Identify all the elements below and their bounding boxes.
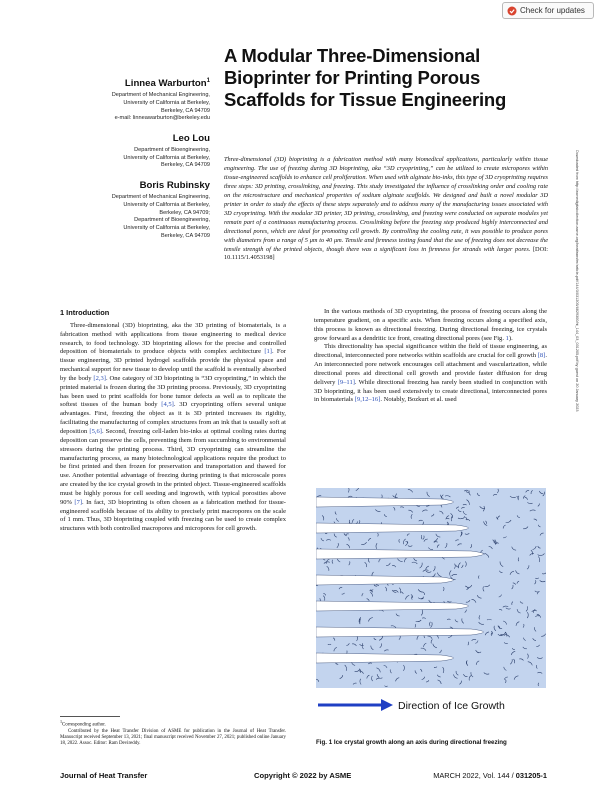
section-heading: 1 Introduction: [60, 308, 110, 317]
citation-link[interactable]: [8]: [537, 352, 546, 360]
text-run: . In fact, 3D bioprinting is often chosen as a fabrication method for tissue-engineered scaffolds because of its ability to precisely print macropores on the scale of 1 mm. Thus, 3D bioprinting coupled with freezing can be used to create complex structures with both controlled macropores and micropores for cell growth.: [60, 498, 286, 533]
author-affiliation: University of California at Berkeley,: [123, 224, 210, 231]
author-name: Boris Rubinsky: [139, 180, 210, 192]
text-run: . An interconnected pore network encourages cell attachment and vascularization, while directional pores aid directional cell growth and provide faster diffusion for drug delivery: [314, 352, 547, 386]
citation-link[interactable]: [9–11]: [337, 378, 355, 386]
journal-name: Journal of Heat Transfer: [60, 771, 148, 780]
figure-ice-growth: [316, 488, 546, 730]
citation-link[interactable]: [5,6]: [89, 427, 102, 435]
author-affiliation: University of California at Berkeley,: [123, 99, 210, 106]
footnote: [60, 719, 286, 747]
author-email[interactable]: e-mail: linneawarburton@berkeley.edu: [114, 115, 210, 122]
text-run: . For tissue engineering, 3D printed hydrogel scaffolds provide the physical space and mechanical support for new tissue to develop until the scaffold is eventually absorbed by the body: [60, 348, 286, 382]
author-affiliation: Department of Mechanical Engineering,: [111, 194, 210, 201]
text-run: . 3D cryoprinting offers several unique advantages. First, freezing the object as it is 3D printed increases its rigidity, facilitating the manufacturing of complex structures from an ink that is usually soft at deposition: [60, 401, 286, 435]
ice-crystal-illustration: [316, 488, 546, 718]
citation-link[interactable]: [7]: [74, 498, 83, 506]
check-for-updates-badge[interactable]: [502, 2, 594, 19]
citation-link[interactable]: [2,3]: [93, 374, 106, 382]
author-name: Linnea Warburton$^1$: [124, 78, 210, 90]
text-run: . One category of 3D bioprinting is “3D cryoprinting,” in which the printed material is frozen during the 3D printing process. Previously, 3D cryoprinting has been used to print scaffolds for bone tumor defects as well as to replicate the softest tissues of the human body: [60, 374, 286, 409]
citation-link[interactable]: [9,12–16]: [354, 396, 381, 404]
author-affiliation: University of California at Berkeley,: [123, 154, 210, 161]
citation-link[interactable]: [1]: [264, 348, 272, 356]
footnote-corresponding: $^1$Corresponding author.: [60, 719, 106, 728]
footnote-rule: [60, 716, 120, 717]
text-run: This directionality has special significance within the field of tissue engineering, as directional, interconnected pore networks within scaffolds are crucial for cell growth: [314, 343, 547, 360]
issue-info: MARCH 2022, Vol. 144 / 031205-1: [433, 771, 547, 780]
text-run: ).: [508, 334, 513, 342]
text-run: . Second, freezing cell-laden bio-inks at optimal cooling rates during deposition can preserve the cells, preventing them from succumbing to environmental stressors during the printing process. Third, 3D cryoprinting can streamline the manufacturing process, as many biotechnological applications require the product to be first printed and then frozen for preservation and transportation and thawed for use. Another potential advantage of freezing during printing is that microscale pores are created by the ice crystal growth in the printed object. Tissue-engineered scaffolds must be highly porous for cell seeding and ingrowth, with typical porosities above 90%: [60, 427, 286, 506]
doi-link[interactable]: [DOI: 10.1115/1.4053198]: [224, 245, 548, 262]
right-column: [314, 308, 547, 405]
check-for-updates-label: Check for updates: [520, 6, 585, 15]
direction-arrow: [318, 699, 393, 711]
author-affiliation: Department of Mechanical Engineering,: [111, 92, 210, 99]
author-block: [60, 78, 210, 240]
author-affiliation: Berkeley, CA 94709: [160, 107, 210, 114]
paragraph: [60, 322, 286, 534]
updates-icon: [507, 6, 517, 16]
citation-link[interactable]: 1: [505, 334, 509, 342]
author-affiliation: University of California at Berkeley,: [123, 201, 210, 208]
author-affiliation: Berkeley, CA 94709: [160, 232, 210, 239]
arrow-label: Direction of Ice Growth: [398, 700, 505, 712]
copyright: Copyright © 2022 by ASME: [254, 771, 352, 780]
left-paragraphs: [60, 322, 286, 534]
right-paragraphs: [314, 308, 547, 405]
author-affiliation: Department of Bioengineering,: [134, 147, 210, 153]
abstract: [224, 156, 548, 263]
citation-link[interactable]: [4,5]: [161, 401, 174, 409]
author-affiliation: Department of Bioengineering,: [134, 217, 210, 224]
paragraph: [314, 343, 547, 405]
article-title: A Modular Three-Dimensional Bioprinter for Printing Porous Scaffolds for Tissue Engineering: [224, 45, 507, 110]
left-column: [60, 308, 286, 534]
text-run: In the various methods of 3D cryoprinting, the process of freezing occurs along the temperature gradient, on a specific axis. When freezing occurs along a specified axis, this process is known as directional freezing. During directional freezing, ice crystals grow forward as a dendritic ice front, creating directional pores (see Fig.: [314, 308, 547, 342]
text-run: Three-dimensional (3D) bioprinting, aka the 3D printing of biomaterials, is a fabrication method with applications from tissue engineering to medical device research, to food technology. 3D bioprinting allows for the precise and controlled deposition of biomaterials to produce objects with complex architecture: [60, 321, 286, 356]
text-run: . Notably, Bozkurt et al. used: [380, 396, 457, 404]
figure-caption: Fig. 1 Ice crystal growth along an axis during directional freezing: [316, 739, 507, 746]
footnote-submission: Contributed by the Heat Transfer Division of ASME for publication in the Journal of Heat Transfer. Manuscript received September 13, 2021; final manuscript received November 27, 2021; published online January 18, 2022. Assoc. Editor: Ram Devireddy.: [60, 728, 286, 747]
text-run: . While directional freezing has rarely been studied in conjunction with 3D bioprinting, it has been used extensively to create directional, interconnected pores in biomaterials: [314, 378, 547, 404]
paragraph: [314, 308, 547, 343]
abstract-text: Three-dimensional (3D) bioprinting is a fabrication method with many biomedical applications, particularly within tissue engineering. The use of freezing during 3D bioprinting, aka “3D cryoprinting,” can be utilized to create micropores within tissue-engineered scaffolds to enhance cell proliferation. When used with alginate bio-inks, this type of 3D cryoprinting requires three steps: 3D printing, crosslinking, and freezing. This study investigated the influence of crosslinking order and cooling rate on the microstructure and mechanical properties of sodium alginate scaffolds. We designed and built a novel modular 3D printer in order to study the effects of these steps separately and to address many of the manufacturing issues associated with 3D cryoprinting. With the modular 3D printer, 3D printing, crosslinking, and freezing were conducted on separate modules yet remain part of a continuous manufacturing process. Crosslinking before the freezing step produced highly interconnected and directional pores, which are ideal for promoting cell growth. By controlling the cooling rate, it was possible to produce pores with diameters from a range of 5 μm to 40 μm. Tensile and firmness testing found that the use of freezing does not decrease the tensile strength of the printed objects, though there was a significant loss in firmness for strands with larger pores.: [224, 156, 548, 253]
author-affiliation: Berkeley, CA 94709: [160, 162, 210, 169]
page-footer: [60, 771, 547, 785]
download-note: Downloaded from http://asmedigitalcollection.asme.org/heattransfer/article-pdf/144/3/031205/6829300/ht_144_03_031205.pdf by guest on 20 January 2023: [575, 150, 579, 412]
author-name: Leo Lou: [172, 133, 210, 144]
arrow-head: [381, 699, 393, 711]
author-affiliation: Berkeley, CA 94709;: [159, 209, 210, 216]
